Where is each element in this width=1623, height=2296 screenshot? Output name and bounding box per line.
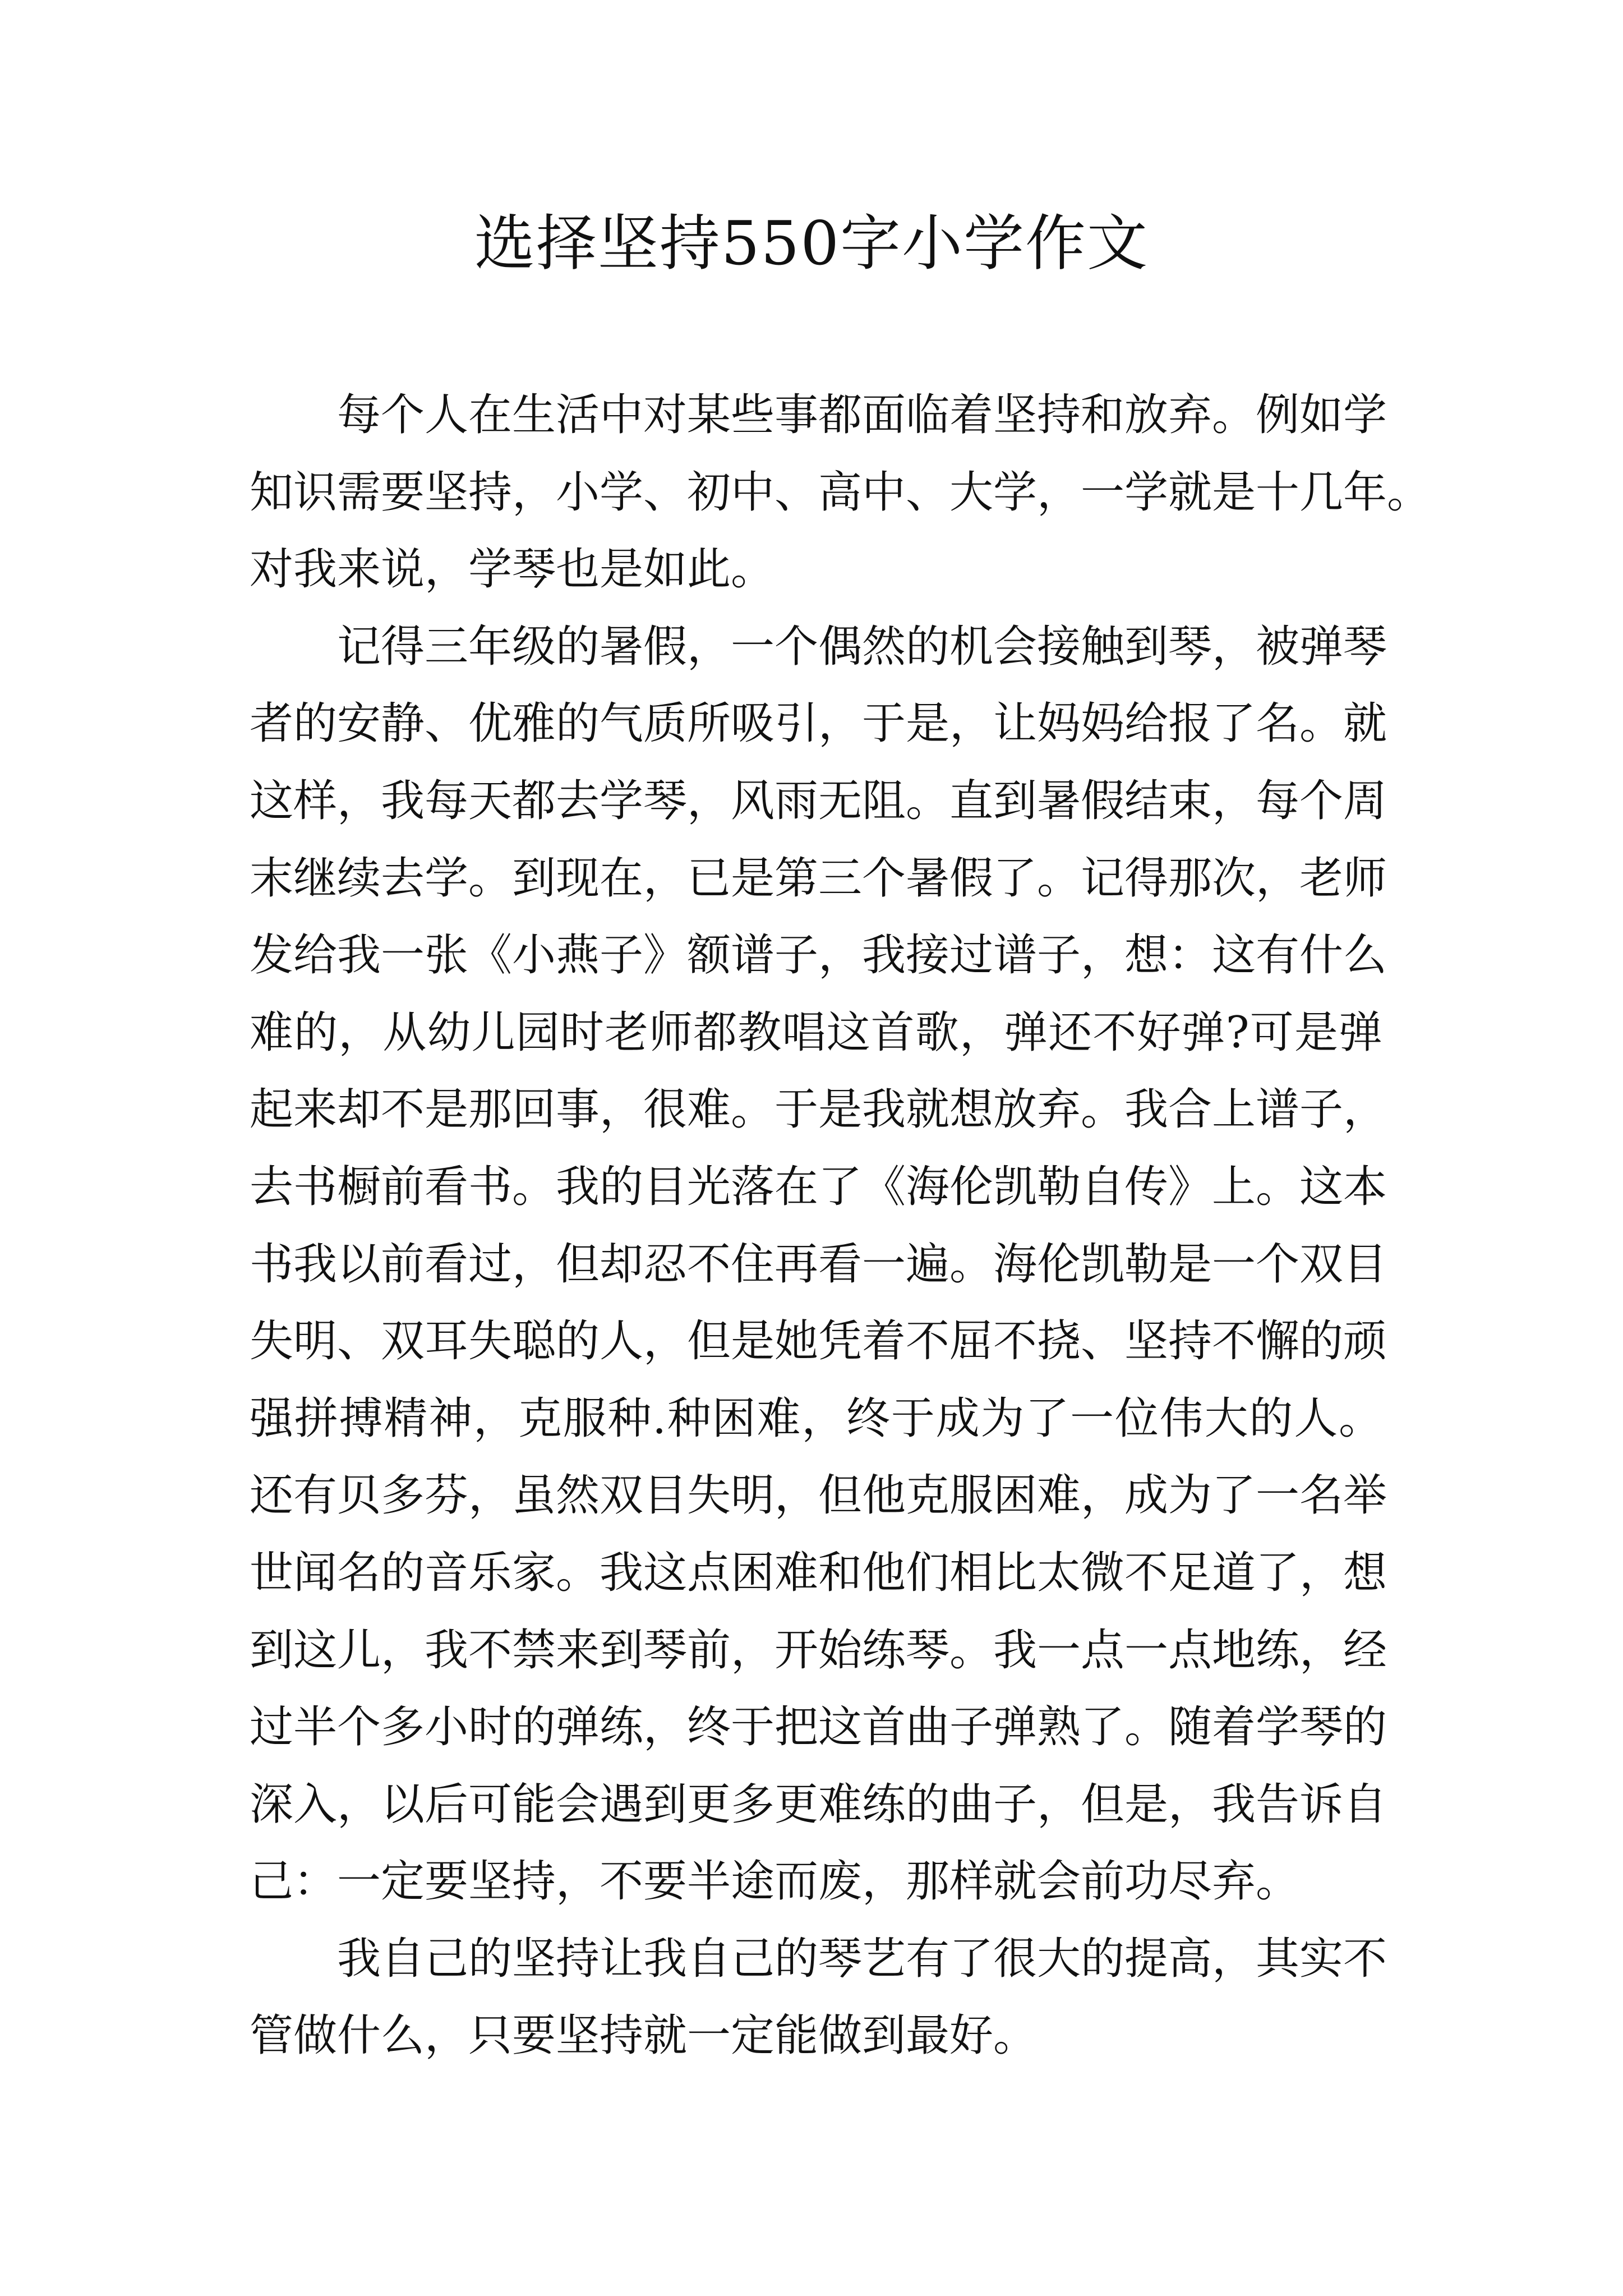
paragraph-2-line-17: 己：一定要坚持，不要半途而废，那样就会前功尽弃。: [250, 1856, 1300, 1907]
paragraph-2-line-10: 失明、双耳失聪的人，但是她凭着不屈不挠、坚持不懈的顽: [250, 1316, 1387, 1367]
paragraph-2-line-11: 强拼搏精神，克服种.种困难，终于成为了一位伟大的人。: [250, 1393, 1382, 1444]
paragraph-1-line-2: 知识需要坚持，小学、初中、高中、大学，一学就是十几年。: [250, 467, 1431, 518]
essay-title: 选择坚持550字小学作文: [474, 209, 1149, 279]
paragraph-2-line-4: 末继续去学。到现在，已是第三个暑假了。记得那次，老师: [250, 853, 1387, 904]
paragraph-2-line-7: 起来却不是那回事，很难。于是我就想放弃。我合上谱子，: [250, 1084, 1387, 1135]
paragraph-2-line-16: 深入，以后可能会遇到更多更难练的曲子，但是，我告诉自: [250, 1779, 1387, 1830]
paragraph-2-line-1: 记得三年级的暑假，一个偶然的机会接触到琴，被弹琴: [337, 621, 1387, 672]
paragraph-2-line-2: 者的安静、优雅的气质所吸引，于是，让妈妈给报了名。就: [250, 698, 1387, 749]
paragraph-1-line-3: 对我来说，学琴也是如此。: [250, 544, 775, 595]
paragraph-3-line-1: 我自己的坚持让我自己的琴艺有了很大的提高，其实不: [337, 1933, 1387, 1984]
essay-body: [250, 377, 1431, 2075]
paragraph-2-line-5: 发给我一张《小燕子》额谱子，我接过谱子，想：这有什么: [250, 930, 1387, 981]
paragraph-2-line-3: 这样，我每天都去学琴，风雨无阻。直到暑假结束，每个周: [250, 775, 1387, 826]
paragraph-2-line-13: 世闻名的音乐家。我这点困难和他们相比太微不足道了，想: [250, 1547, 1387, 1598]
paragraph-2-line-9: 书我以前看过，但却忍不住再看一遍。海伦凯勒是一个双目: [250, 1239, 1387, 1290]
paragraph-1-line-1: 每个人在生活中对某些事都面临着坚持和放弃。例如学: [337, 390, 1387, 440]
paragraph-2-line-6: 难的，从幼儿园时老师都教唱这首歌，弹还不好弹?可是弹: [250, 1007, 1382, 1058]
paragraph-3-line-2: 管做什么，只要坚持就一定能做到最好。: [250, 2010, 1038, 2062]
paragraph-2-line-12: 还有贝多芬，虽然双目失明，但他克服困难，成为了一名举: [250, 1470, 1387, 1521]
paragraph-2-line-14: 到这儿，我不禁来到琴前，开始练琴。我一点一点地练，经: [250, 1625, 1387, 1676]
paragraph-2-line-15: 过半个多小时的弹练，终于把这首曲子弹熟了。随着学琴的: [250, 1702, 1387, 1753]
paragraph-2-line-8: 去书橱前看书。我的目光落在了《海伦凯勒自传》上。这本: [250, 1161, 1387, 1212]
